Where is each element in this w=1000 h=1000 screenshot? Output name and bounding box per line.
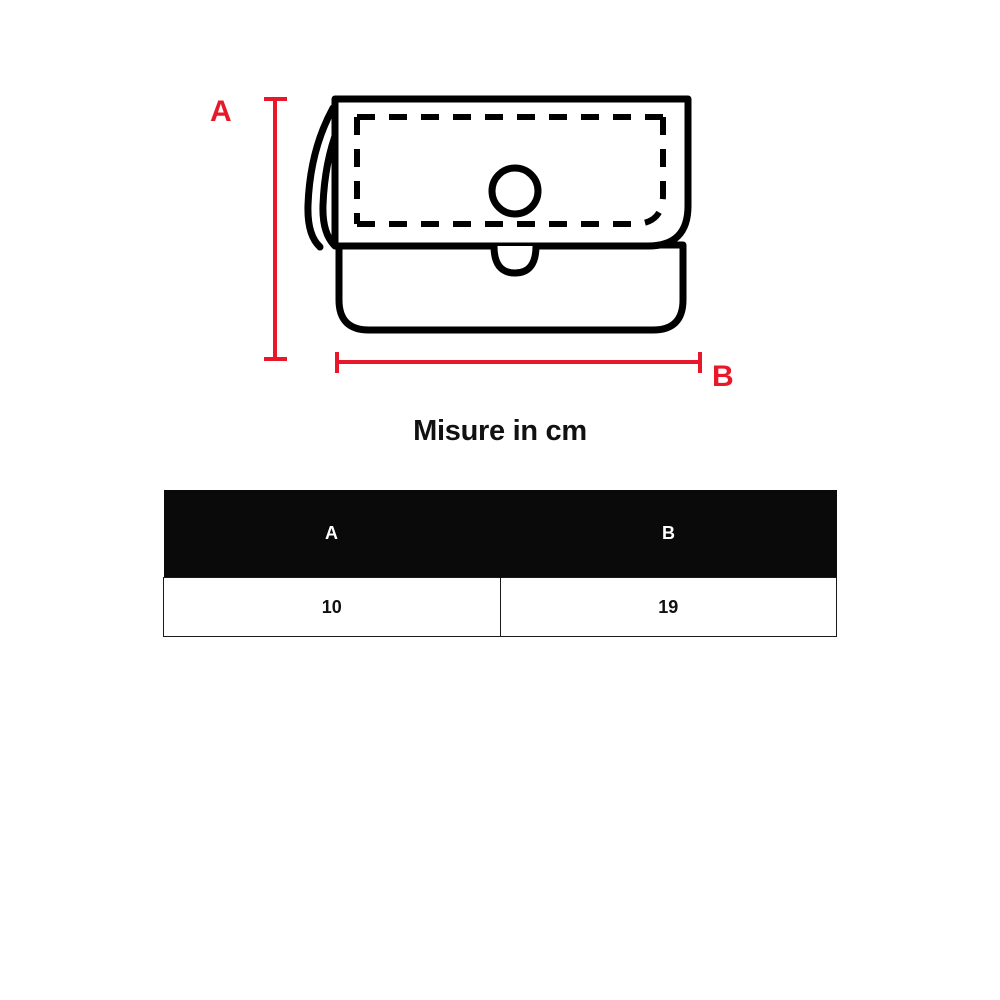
- table-header-b: B: [500, 490, 837, 578]
- dimension-line-a: [264, 99, 287, 359]
- measurements-table: [163, 490, 837, 637]
- measurement-caption: Misure in cm: [413, 415, 587, 447]
- table-header-a: A: [164, 490, 501, 578]
- table-row: [164, 578, 837, 637]
- clasp-button: [492, 168, 538, 214]
- table-header-row: [164, 490, 837, 578]
- dimension-line-b: [337, 352, 700, 373]
- bag-diagram-svg: [0, 0, 1000, 470]
- product-dimension-diagram: [0, 0, 1000, 470]
- dimension-label-a: A: [210, 95, 232, 128]
- dimension-label-b: B: [712, 360, 734, 393]
- table-cell-b-value: 19: [500, 578, 837, 637]
- clasp-tongue: [494, 246, 536, 273]
- table-cell-a-value: 10: [164, 578, 501, 637]
